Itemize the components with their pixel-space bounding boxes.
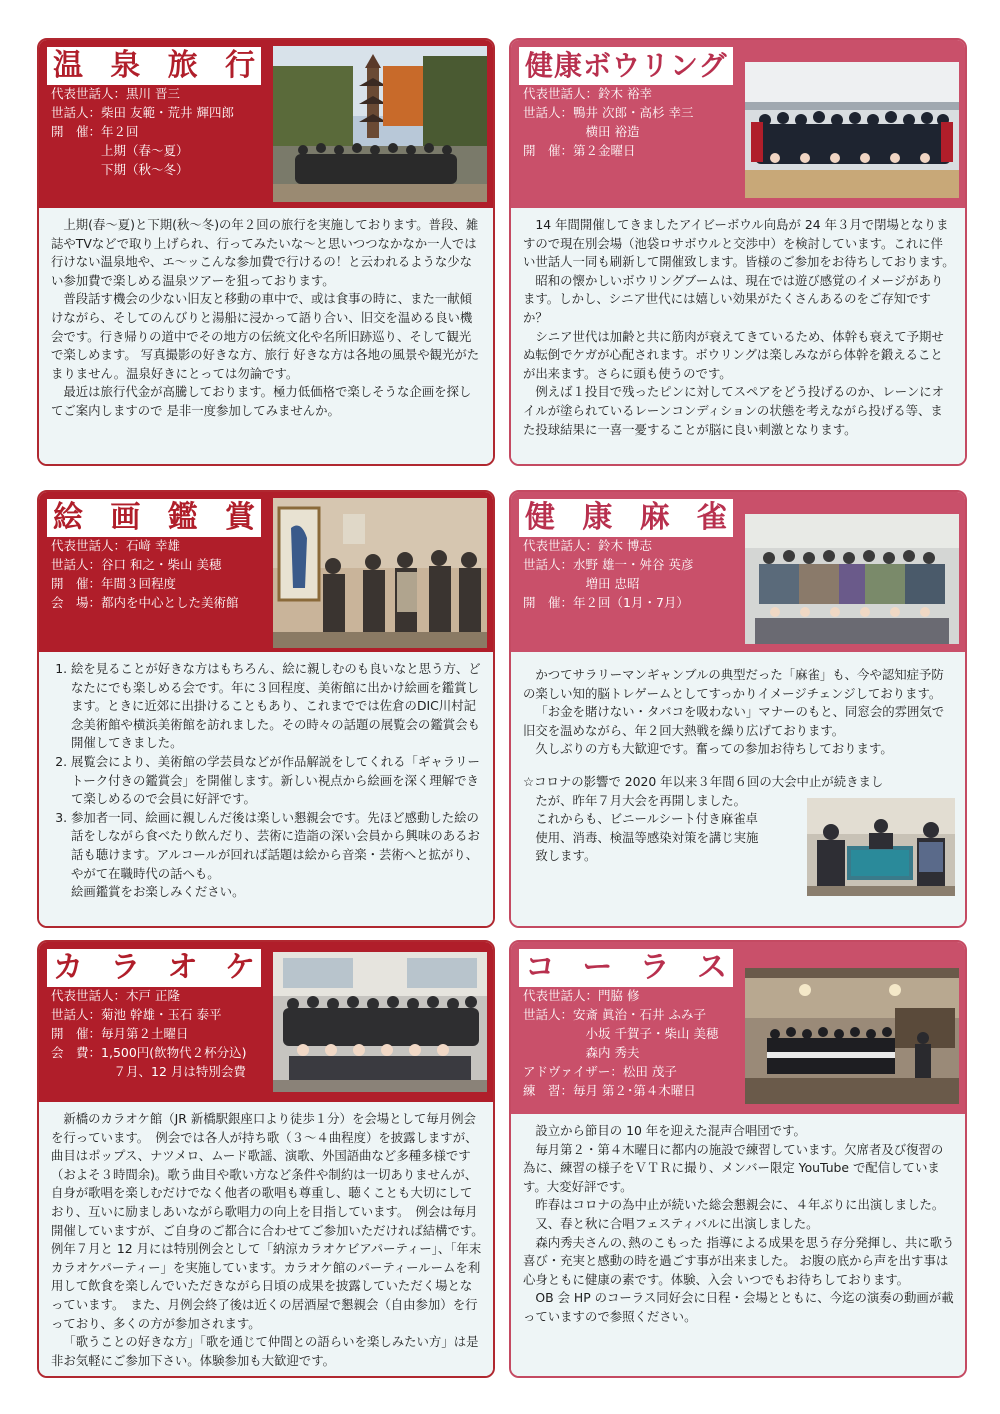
organizer-info [523, 536, 745, 612]
mahjong-description: かつてサラリーマンギャンブルの典型だった「麻雀」も、今や認知症予防の楽しい知的脳トレゲームとしてすっかりイメージチェンジしております。 「お金を賭けない・タバコを吸わない」マナーのもと、同窓会的雰囲気で旧交を温めながら、年２回大熱戦を繰り広げております。 久しぶりの方も大歓迎です。奮っての参加お待ちしております。 ☆コロナの影響で 2020 年以来３年間６回の大会中止が続きまし たが、昨年７月大会を再開しました。 これからも、ビニールシート付き麻雀卓 使用、消毒、検温等感染対策を講じ実施 致します。 [511, 652, 965, 926]
organizer-info [51, 986, 273, 1081]
info-row: 代表世話人： 石﨑 幸雄 [51, 538, 180, 553]
mahjong-table-photo [807, 798, 955, 896]
kaiga-header [39, 492, 493, 652]
bowling-description: 14 年間開催してきましたアイビーボウル向島が 24 年３月で閉場となりますので現在別会場（池袋ロサボウルと交渉中）を検討しています。これに伴い世話人一同も刷新して開催致します。皆様のご参加をお待ちしております。 昭和の懐かしいボウリングブームは、現在では遊び感覚のイメージがあります。しかし、シニア世代には嬉しい効果がたくさんあるのをご存知ですか？ シニア世代は加齢と共に筋肉が衰えてきているため、体幹も衰えて予期せぬ転倒でケガが心配されます。ボウリングは楽しみながら体幹を鍛えることが出来ます。さらに頭も使うのです。 例えば１投目で残ったピンに対してスペアをどう投げるのか、レーンにオイルが塗られているレーンコンディションの状態を考えながら投げる等、また投球結果に一喜一憂することが脳に良い刺激となります。 [511, 208, 965, 464]
list-item: 3. 参加者一同、絵画に親しんだ後は楽しい懇親会です。先ほど感動した絵の話をしながら食べたり飲んだり、芸術に造詣の深い会員から興味のあるお話も聴けます。アルコールが回れば話題は絵から音楽・芸術へと拡がり、やがて在職時代の話へも。 [71, 809, 483, 883]
info-row: アドヴァイザー： 松田 茂子 [523, 1064, 677, 1079]
bowling-header [511, 40, 965, 208]
info-row: 小坂 千賀子・柴山 美穂 [523, 1026, 719, 1041]
section-title: カ ラ オ ケ [47, 949, 261, 987]
info-row: 代表世話人： 鈴木 裕幸 [523, 86, 652, 101]
kaiga-list [51, 660, 483, 883]
info-row: 代表世話人： 門脇 修 [523, 988, 640, 1003]
organizer-info [51, 536, 273, 612]
info-row: 世話人： 鴨井 次郎・高杉 幸三 [523, 105, 694, 120]
info-row: 代表世話人： 黒川 晋三 [51, 86, 180, 101]
info-row: 代表世話人： 鈴木 博志 [523, 538, 652, 553]
info-row: 代表世話人： 木戸 正隆 [51, 988, 180, 1003]
section-title: 温 泉 旅 行 [47, 47, 261, 85]
closing-line: 絵画鑑賞をお楽しみください。 [71, 884, 245, 900]
chorus-header [511, 942, 965, 1114]
info-row: 開 催： 年２回 [51, 124, 139, 139]
info-row: 練 習： 毎月 第２･第４木曜日 [523, 1083, 696, 1098]
info-row: 会 費： 1,500円(飲物代２杯分込) [51, 1045, 247, 1060]
chorus-performance-photo [745, 968, 959, 1104]
info-row: 増田 忠昭 [523, 576, 640, 591]
onsen-header [39, 40, 493, 208]
list-item: 2. 展覧会により、美術館の学芸員などが作品解説をしてくれる「ギャラリートーク付きの鑑賞会」を開催します。新しい視点から絵画を深く理解できて楽しめるので会員に好評です。 [71, 753, 483, 809]
museum-photo [273, 498, 487, 648]
info-row: 下期（秋～冬） [51, 162, 189, 177]
group-photo-pagoda [273, 46, 487, 202]
group-photo-mahjong [745, 514, 959, 644]
organizer-info [523, 84, 745, 160]
section-title: 絵 画 鑑 賞 [47, 499, 261, 537]
info-row: 世話人： 水野 雄一・舛谷 英彦 [523, 557, 694, 572]
onsen-section [37, 38, 495, 466]
onsen-description: 上期(春～夏)と下期(秋～冬)の年２回の旅行を実施しております。普段、雑誌やTVなどで取り上げられ、行ってみたいな～と思いつつなかなか一人では行けない温泉地や、エ～ッこんな参加費で行けるの！と云われるような少ない参加費で楽しめる温泉ツアーを狙っております。 普段話す機会の少ない旧友と移動の車中で、或は食事の時に、また一献傾けながら、そしてのんびりと湯船に浸かって語り合い、旧交を温める良い機会です。行き帰りの道中でその地方の伝統文化や名所旧跡巡り、そして観光で楽しめます。 写真撮影の好きな方、旅行 好きな方は各地の風景や観光がたまりません。温泉好きにとっては勿論です。 最近は旅行代金が高騰しております。極力低価格で楽しそうな企画を探してご案内しますので 是非一度参加してみませんか。 [39, 208, 493, 464]
kaiga-section [37, 490, 495, 928]
info-row: 森内 秀夫 [523, 1045, 640, 1060]
info-row: 上期（春～夏） [51, 143, 189, 158]
group-photo-bowling [745, 62, 959, 198]
karaoke-header [39, 942, 493, 1102]
chorus-section [509, 940, 967, 1378]
info-row: 横田 裕造 [523, 124, 640, 139]
organizer-info [523, 986, 745, 1100]
bowling-section [509, 38, 967, 466]
info-row: 開 催： 年間３回程度 [51, 576, 177, 591]
list-item: 1. 絵を見ることが好きな方はもちろん、絵に親しむのも良いなと思う方、どなたにでも楽しめる会です。年に３回程度、美術館に出かけ絵画を鑑賞します。ときに近郊に出掛けることもあり、これまででは佐倉のDIC川村記念美術館や横浜美術館を訪れました。その時々の話題の展覧会の鑑賞会も開催してきました。 [71, 660, 483, 753]
info-row: ７月、12 月は特別会費 [51, 1064, 246, 1079]
info-row: 開 催： 年２回（1月・7月） [523, 595, 689, 610]
section-title: 健康ボウリング [519, 47, 733, 85]
covid-note: ☆コロナの影響で 2020 年以来３年間６回の大会中止が続きまし たが、昨年７月大会を再開しました。 これからも、ビニールシート付き麻雀卓 使用、消毒、検温等感染対策を講じ実施 致します。 [523, 773, 884, 864]
info-row: 世話人： 安斎 眞治・石井 ふみ子 [523, 1007, 706, 1022]
info-row: 開 催： 毎月第２土曜日 [51, 1026, 189, 1041]
section-title: コ ー ラ ス [519, 949, 733, 987]
mahjong-header [511, 492, 965, 652]
organizer-info [51, 84, 273, 179]
kaiga-description [39, 652, 493, 926]
info-row: 世話人： 柴田 友範・荒井 輝四郎 [51, 105, 234, 120]
group-photo-karaoke [273, 952, 487, 1092]
info-row: 会 場： 都内を中心とした美術館 [51, 595, 239, 610]
info-row: 世話人： 菊池 幹雄・玉石 泰平 [51, 1007, 222, 1022]
karaoke-description: 新橋のカラオケ館（JR 新橋駅銀座口より徒歩１分）を会場として毎月例会を行っています。 例会では各人が持ち歌（３～４曲程度）を披露しますが、曲目はポップス、ナツメロ、ムード歌謡、演歌、外国語曲など多種多様です（およそ３時間余)。歌う曲目や歌い方など条件や制約は一切ありませんが、自身が歌唱を楽しむだけでなく他者の歌唱も尊重し、聴くことも大切にしており、互いに励ましあいながら歌唱力の向上を目指しています。 例会は毎月開催していますが、ご自身のご都合に合わせてご参加いただければ結構です。 例年７月と 12 月には特別例会として「納涼カラオケビアパーティー」、｢年末カラオケパーティー」を実施しています。カラオケ館のパーティールームを利用して飲食を楽しんでいただきながら日頃の成果を披露していただく場となっています。 また、月例会終了後は近くの居酒屋で懇親会（自由参加）を行っており、多くの方が参加されます。 「歌うことの好きな方」「歌を通じて仲間との語らいを楽しみたい方」は是非お気軽にご参加下さい。体験参加も大歓迎です。 [39, 1102, 493, 1376]
chorus-description: 設立から節目の 10 年を迎えた混声合唱団です。 毎月第２・第４木曜日に都内の施設で練習しています。欠席者及び復習の為に、練習の様子をＶＴＲに撮り、メンバー限定 YouTube で配信しています。大変好評です。 昨春はコロナの為中止が続いた総会懇親会に、４年ぶりに出演しました。 又、春と秋に合唱フェスティバルに出演しました。 森内秀夫さんの､熱のこもった 指導による成果を思う存分発揮し、共に歌う喜び・充実と感動の時を過ごす事が出来ました。 お腹の底から声を出す事は心身ともに健康の素です。体験、入会 いつでもお待ちしております。 OB 会 HP のコーラス同好会に日程・会場とともに、今迄の演奏の動画が載っていますので参照ください。 [511, 1114, 965, 1376]
mahjong-section [509, 490, 967, 928]
karaoke-section [37, 940, 495, 1378]
section-title: 健 康 麻 雀 [519, 499, 733, 537]
info-row: 世話人： 谷口 和之・柴山 美穂 [51, 557, 222, 572]
info-row: 開 催： 第２金曜日 [523, 143, 636, 158]
